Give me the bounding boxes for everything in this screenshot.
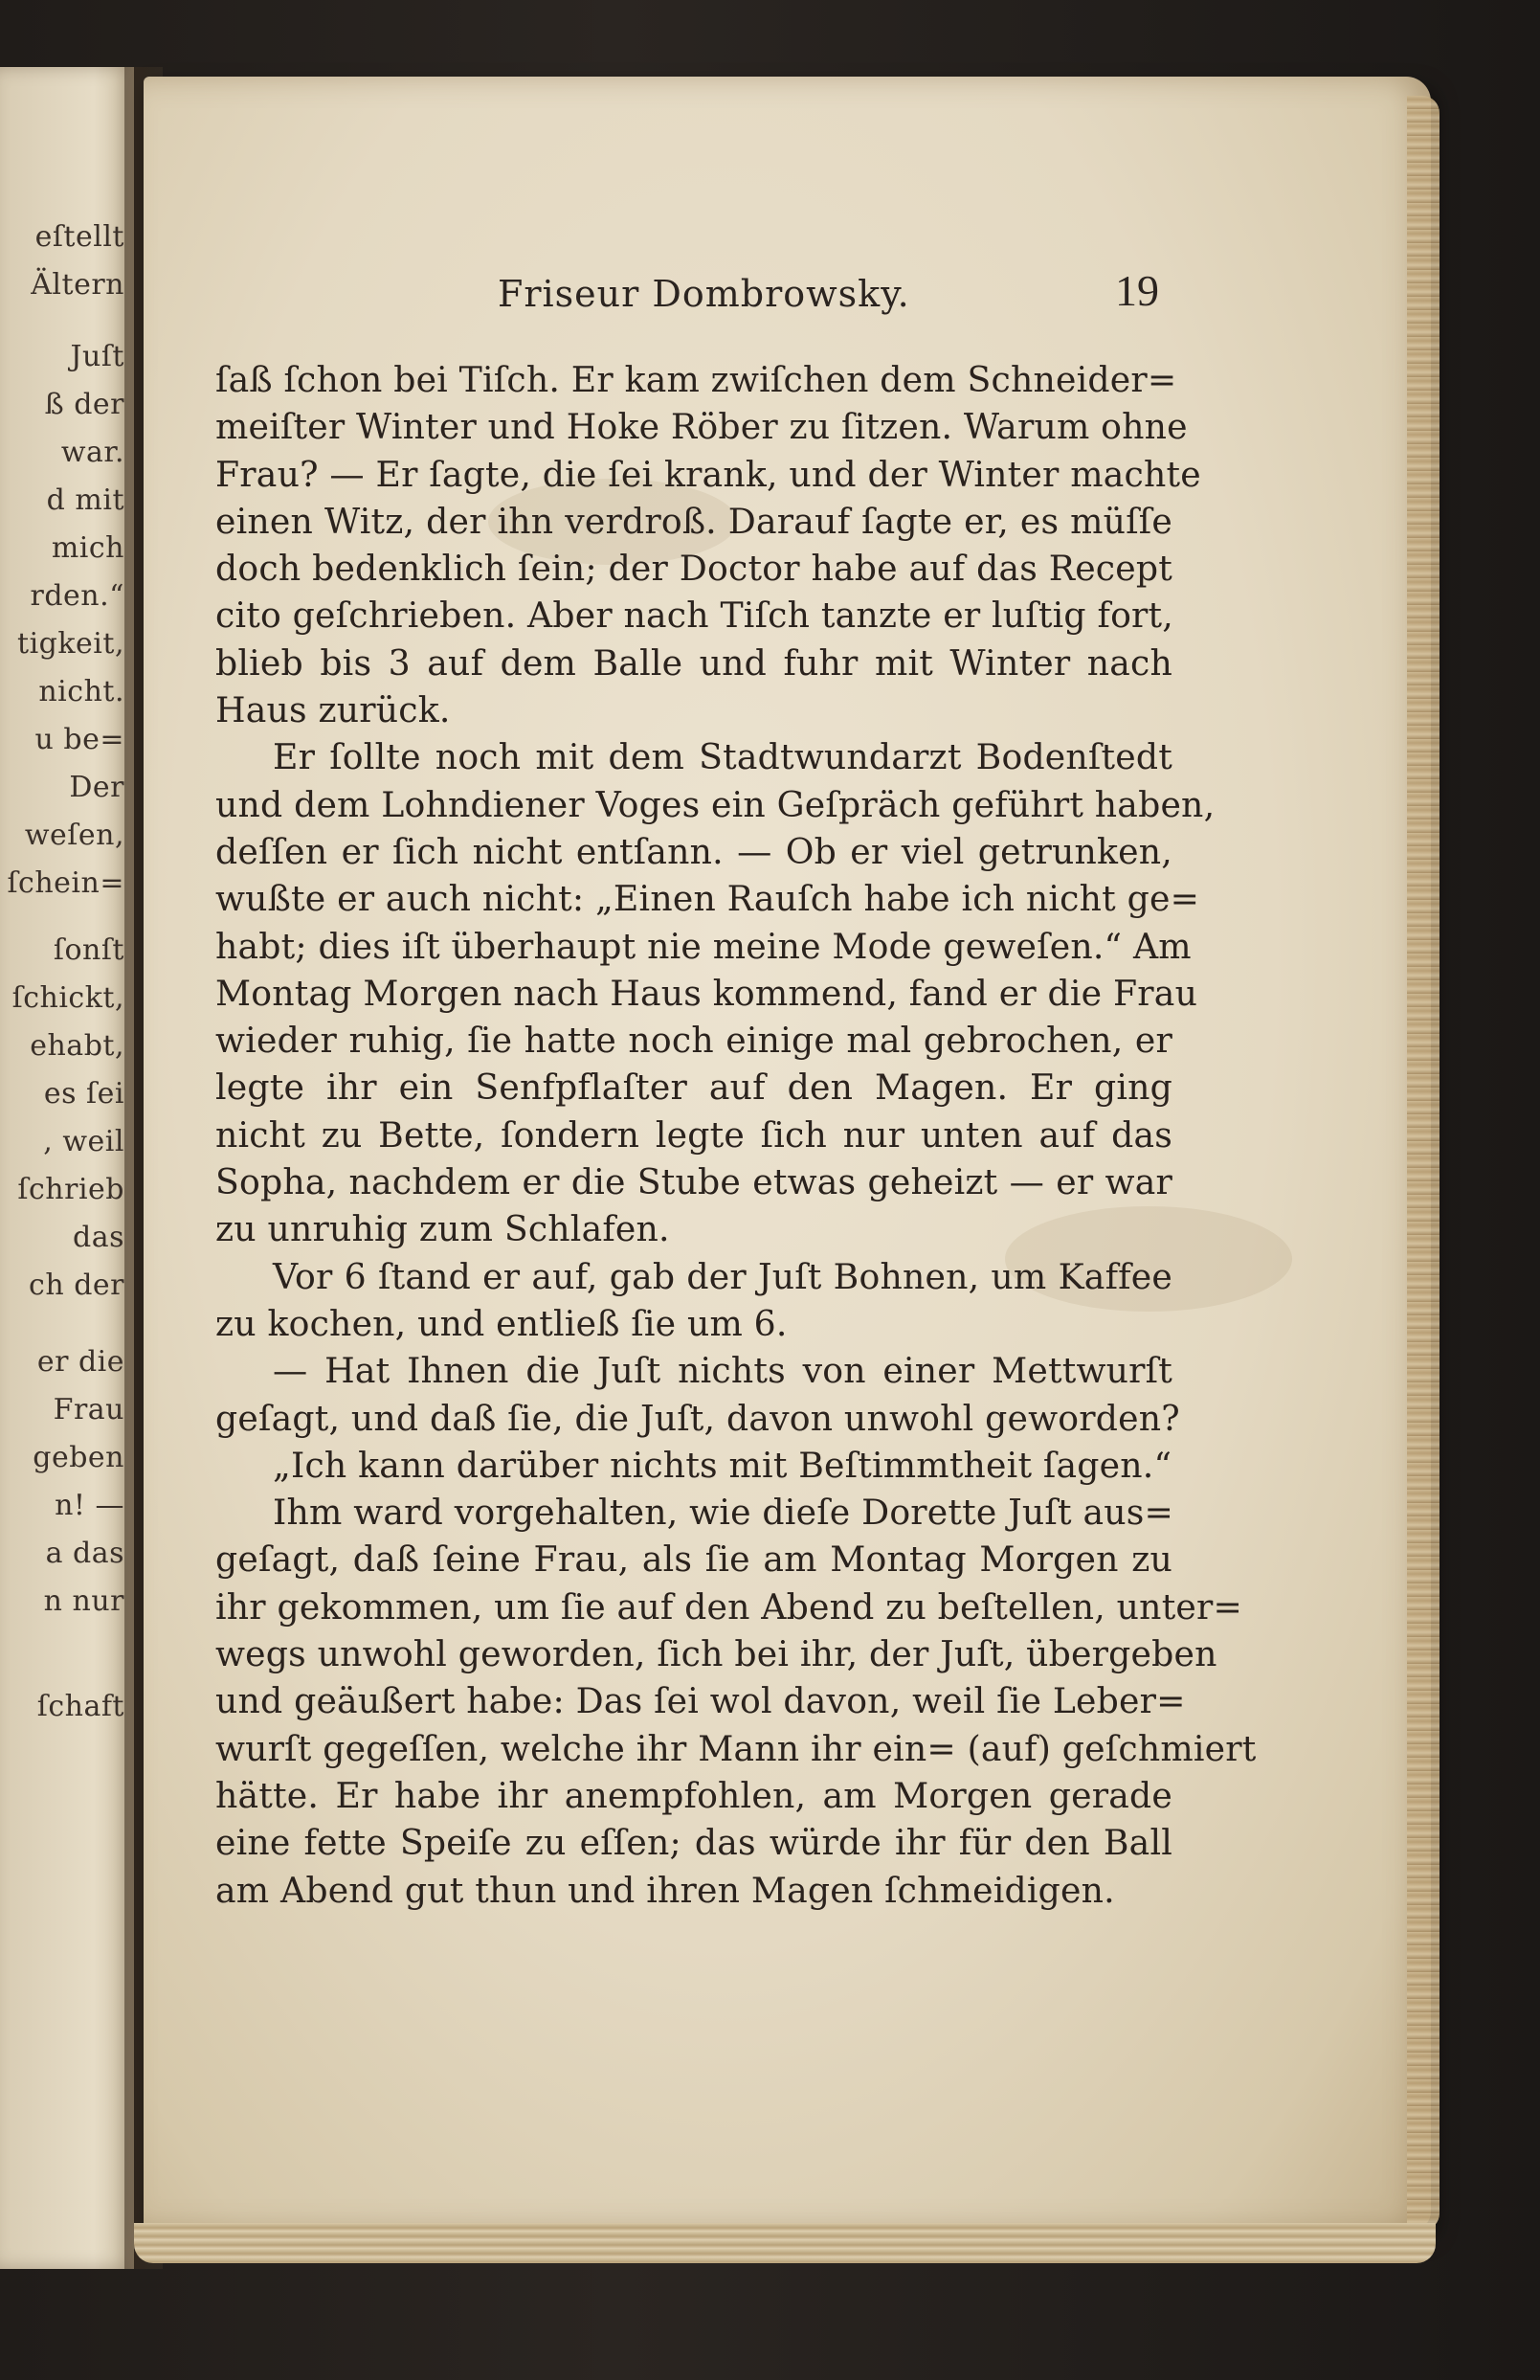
page-fore-edge (1407, 96, 1440, 2231)
text-line: Montag Morgen nach Haus kommend, fand er die Frau (215, 972, 1198, 1014)
previous-page-text-fragment: weſen, (24, 819, 124, 852)
page-number: 19 (1115, 266, 1159, 315)
previous-page-text-fragment: rden.“ (30, 579, 124, 613)
previous-page-text-fragment: geben (33, 1441, 124, 1474)
text-line: wegs unwohl geworden, ſich bei ihr, der Juſt, übergeben (215, 1633, 1217, 1675)
previous-page-text-fragment: Ältern (31, 268, 124, 302)
text-line: Vor 6 ſtand er auf, gab der Juſt Bohnen, um Kaffee (273, 1255, 1172, 1297)
text-line: und dem Lohndiener Voges ein Geſpräch geführt haben, (215, 783, 1216, 825)
previous-page-text-fragment: mich (51, 531, 124, 565)
text-line: nicht zu Bette, ſondern legte ſich nur unten auf das (215, 1113, 1172, 1156)
previous-page-text-fragment: ſchaft (36, 1690, 124, 1723)
previous-page-text-fragment: ehabt, (30, 1029, 124, 1063)
previous-page-text-fragment: Frau (53, 1393, 124, 1426)
text-line: ihr gekommen, um ſie auf den Abend zu beſtellen, unter= (215, 1585, 1243, 1628)
text-line: Ihm ward vorgehalten, wie dieſe Dorette Juſt aus= (273, 1492, 1174, 1534)
text-line: zu kochen, und entließ ſie um 6. (215, 1302, 788, 1344)
text-line: einen Witz, der ihn verdroß. Darauf ſagte er, es müſſe (215, 500, 1172, 542)
text-line: Er ſollte noch mit dem Stadtwundarzt Bodenſtedt (273, 736, 1172, 778)
previous-page-text-fragment: d mit (46, 483, 124, 517)
text-line: meiſter Winter und Hoke Röber zu ſitzen. Warum ohne (215, 406, 1188, 448)
text-line: wurſt gegeſſen, welche ihr Mann ihr ein= (auf) geſchmiert (215, 1727, 1257, 1769)
text-line: geſagt, daß ſeine Frau, als ſie am Montag Morgen zu (215, 1538, 1172, 1581)
previous-page-text-fragment: n! — (55, 1489, 124, 1522)
previous-page-text-fragment: ſonſt (53, 933, 124, 967)
previous-page-text-fragment: war. (60, 436, 124, 469)
text-line: ſaß ſchon bei Tiſch. Er kam zwiſchen dem Schneider= (215, 359, 1177, 400)
text-line: deſſen er ſich nicht entſann. — Ob er viel getrunken, (215, 830, 1172, 872)
previous-page-text-fragment: ch der (29, 1269, 124, 1302)
text-line: „Ich kann darüber nichts mit Beſtimmtheit ſagen.“ (273, 1444, 1172, 1486)
previous-page-text-fragment: eſtellt (34, 220, 124, 254)
text-line: Sopha, nachdem er die Stube etwas geheizt — er war (215, 1161, 1172, 1203)
previous-page-edge (0, 67, 134, 2269)
text-line: hätte. Er habe ihr anempfohlen, am Morgen gerade (215, 1774, 1172, 1816)
previous-page-text-fragment: ſchickt, (11, 981, 124, 1015)
text-line: zu unruhig zum Schlafen. (215, 1208, 670, 1250)
running-head: Friseur Dombrowsky. (498, 273, 910, 315)
text-line: wieder ruhig, ſie hatte noch einige mal gebrochen, er (215, 1020, 1172, 1062)
previous-page-text-fragment: Juſt (70, 340, 124, 373)
previous-page-text-fragment: tigkeit, (17, 627, 124, 661)
text-line: — Hat Ihnen die Juſt nichts von einer Mettwurſt (273, 1350, 1172, 1392)
previous-page-text-fragment: er die (36, 1345, 124, 1379)
previous-page-text-fragment: n nur (43, 1584, 124, 1618)
text-line: eine fette Speiſe zu eſſen; das würde ihr für den Ball (215, 1822, 1172, 1864)
text-line: cito geſchrieben. Aber nach Tiſch tanzte er luſtig fort, (215, 595, 1174, 637)
previous-page-text-fragment: es ſei (43, 1077, 124, 1111)
previous-page-text-fragment: ſchein= (7, 866, 124, 900)
text-line: und geäußert habe: Das ſei wol davon, weil ſie Leber= (215, 1680, 1186, 1722)
previous-page-text-fragment: nicht. (38, 675, 124, 708)
previous-page-text-fragment: ſchrieb (17, 1173, 124, 1206)
text-line: doch bedenklich ſein; der Doctor habe auf das Recept (215, 548, 1172, 590)
text-line: blieb bis 3 auf dem Balle und fuhr mit Winter nach (215, 641, 1172, 684)
previous-page-text-fragment: , weil (43, 1125, 124, 1158)
text-line: geſagt, und daß ſie, die Juſt, davon unwohl geworden? (215, 1397, 1180, 1439)
previous-page-text-fragment: das (73, 1221, 124, 1254)
text-line: Haus zurück. (215, 689, 451, 731)
text-line: wußte er auch nicht: „Einen Rauſch habe ich nicht ge= (215, 878, 1200, 920)
body-text (215, 356, 1257, 1914)
page-bottom-edge (134, 2223, 1436, 2263)
text-line: am Abend gut thun und ihren Magen ſchmeidigen. (215, 1869, 1115, 1911)
previous-page-text-fragment: a das (45, 1537, 124, 1570)
page-header (172, 266, 1168, 330)
previous-page-text-fragment: u be= (34, 723, 124, 756)
text-line: legte ihr ein Senfpflaſter auf den Magen. Er ging (215, 1067, 1172, 1109)
text-line: habt; dies iſt überhaupt nie meine Mode geweſen.“ Am (215, 925, 1192, 967)
text-line: Frau? — Er ſagte, die ſei krank, und der Winter machte (215, 453, 1201, 495)
previous-page-text-fragment: ß der (44, 388, 124, 421)
previous-page-text-fragment: Der (69, 771, 124, 804)
